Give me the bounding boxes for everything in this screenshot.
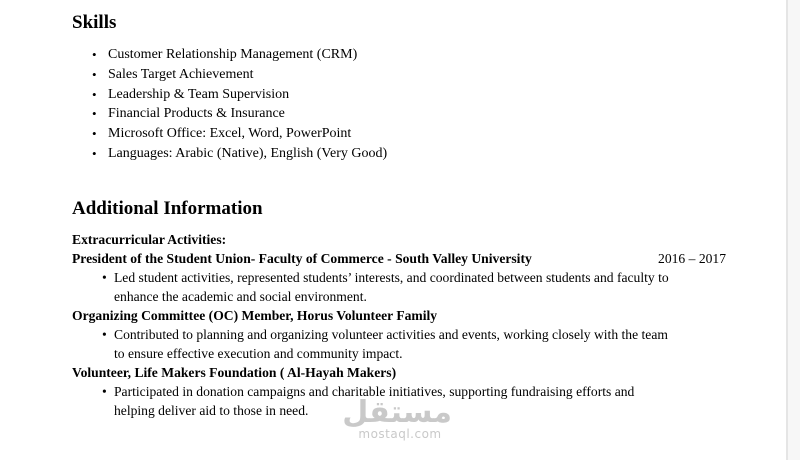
skill-item: • Languages: Arabic (Native), English (Very Good) (92, 144, 387, 164)
skills-heading: Skills (72, 12, 117, 33)
activity-description-cont (72, 344, 728, 363)
activity-description (72, 325, 728, 344)
activity-description-cont (72, 287, 728, 306)
description-line: Participated in donation campaigns and charitable initiatives, supporting fundraising efforts and (114, 384, 635, 399)
activity-role-title: President of the Student Union- Faculty of Commerce - South Valley University (72, 251, 532, 266)
activity-role: Volunteer, Life Makers Foundation ( Al-Hayah Makers) (72, 365, 397, 380)
page-shadow (788, 0, 800, 460)
description-line: Contributed to planning and organizing volunteer activities and events, working closely with the team (114, 327, 668, 342)
additional-info-heading: Additional Information (72, 198, 263, 219)
description-line: to ensure effective execution and community impact. (114, 346, 403, 361)
watermark-arabic: مستقل (342, 395, 452, 430)
extracurricular-section (72, 230, 728, 420)
activity-role: Organizing Committee (OC) Member, Horus Volunteer Family (72, 308, 438, 323)
activity-role (72, 249, 728, 268)
mostaql-watermark (342, 395, 452, 441)
skill-item: • Leadership & Team Supervision (92, 85, 387, 105)
skill-item: • Sales Target Achievement (92, 65, 387, 85)
bullet-icon: • (102, 270, 107, 285)
skill-item: • Financial Products & Insurance (92, 104, 387, 124)
bullet-icon: • (102, 384, 107, 399)
extracurricular-heading: Extracurricular Activities: (72, 232, 227, 247)
page-edge (786, 0, 788, 460)
skill-item: • Customer Relationship Management (CRM) (92, 45, 387, 65)
skills-list (92, 45, 387, 164)
bullet-icon: • (102, 327, 107, 342)
watermark-latin: mostaql.com (358, 427, 442, 441)
description-line: enhance the academic and social environment. (114, 289, 367, 304)
activity-description (72, 268, 728, 287)
activity-date: 2016 – 2017 (658, 251, 726, 266)
description-line: helping deliver aid to those in need. (114, 403, 309, 418)
description-line: Led student activities, represented students’ interests, and coordinated between students and faculty to (114, 270, 669, 285)
skill-item: • Microsoft Office: Excel, Word, PowerPoint (92, 124, 387, 144)
